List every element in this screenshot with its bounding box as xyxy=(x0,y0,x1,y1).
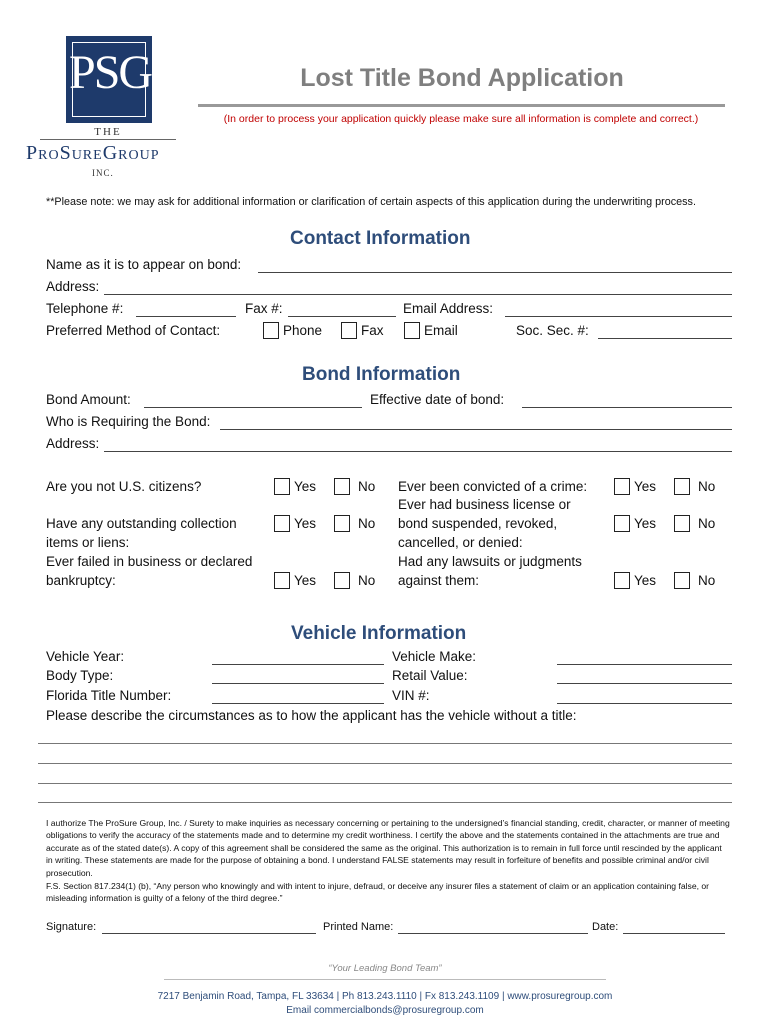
fax-field[interactable] xyxy=(288,316,396,317)
title-rule xyxy=(198,104,725,107)
body-type-field[interactable] xyxy=(212,683,384,684)
license-no-label: No xyxy=(698,516,716,531)
collection-no-label: No xyxy=(358,516,376,531)
describe-line-1[interactable] xyxy=(38,743,732,744)
vehicle-year-field[interactable] xyxy=(212,664,384,665)
q-lawsuits-label-1: Had any lawsuits or judgments xyxy=(398,554,582,569)
q-bankruptcy-label-1: Ever failed in business or declared xyxy=(46,554,253,569)
bond-address-label: Address: xyxy=(46,436,100,451)
describe-line-4[interactable] xyxy=(38,802,732,803)
q-crime-label: Ever been convicted of a crime: xyxy=(398,479,588,494)
vin-label: VIN #: xyxy=(392,688,430,703)
footer-email: Email commercialbonds@prosuregroup.com xyxy=(286,1005,484,1016)
crime-no-label: No xyxy=(698,479,716,494)
bankruptcy-no-checkbox[interactable] xyxy=(334,572,350,589)
ssn-field[interactable] xyxy=(598,338,732,339)
citizens-no-label: No xyxy=(358,479,376,494)
preferred-contact-label: Preferred Method of Contact: xyxy=(46,323,221,338)
q-collection-label-1: Have any outstanding collection xyxy=(46,516,237,531)
name-field[interactable] xyxy=(258,272,732,273)
collection-yes-checkbox[interactable] xyxy=(274,515,290,532)
logo-the: THE xyxy=(94,126,122,138)
logo-company-name: ProSureGroup xyxy=(26,142,160,164)
footer-tagline: “Your Leading Bond Team” xyxy=(328,963,442,974)
citizens-no-checkbox[interactable] xyxy=(334,478,350,495)
lawsuits-yes-checkbox[interactable] xyxy=(614,572,630,589)
collection-no-checkbox[interactable] xyxy=(334,515,350,532)
email-label: Email Address: xyxy=(403,301,494,316)
name-label: Name as it is to appear on bond: xyxy=(46,257,242,272)
footer-address: 7217 Benjamin Road, Tampa, FL 33634 | Ph 813.243.1110 | Fx 813.243.1109 | www.prosuregroup.com xyxy=(157,991,613,1002)
title-number-label: Florida Title Number: xyxy=(46,688,172,703)
collection-yes-label: Yes xyxy=(294,516,317,531)
ssn-label: Soc. Sec. #: xyxy=(516,323,589,338)
header-subtitle: (In order to process your application quickly please make sure all information is complete and correct.) xyxy=(223,113,699,125)
vehicle-year-label: Vehicle Year: xyxy=(46,649,125,664)
logo-letters: PSG xyxy=(69,46,152,99)
lawsuits-no-checkbox[interactable] xyxy=(674,572,690,589)
q-collection-label-2: items or liens: xyxy=(46,535,130,550)
bankruptcy-yes-label: Yes xyxy=(294,573,317,588)
retail-value-label: Retail Value: xyxy=(392,668,468,683)
contact-heading: Contact Information xyxy=(290,228,471,249)
email-field[interactable] xyxy=(505,316,732,317)
describe-line-2[interactable] xyxy=(38,763,732,764)
signature-label: Signature: xyxy=(46,921,97,933)
citizens-yes-checkbox[interactable] xyxy=(274,478,290,495)
license-yes-label: Yes xyxy=(634,516,657,531)
phone-checkbox[interactable] xyxy=(263,322,279,339)
telephone-label: Telephone #: xyxy=(46,301,124,316)
retail-value-field[interactable] xyxy=(557,683,732,684)
crime-yes-checkbox[interactable] xyxy=(614,478,630,495)
vehicle-make-field[interactable] xyxy=(557,664,732,665)
bankruptcy-yes-checkbox[interactable] xyxy=(274,572,290,589)
q-bankruptcy-label-2: bankruptcy: xyxy=(46,573,116,588)
printed-name-field[interactable] xyxy=(398,933,588,934)
citizens-yes-label: Yes xyxy=(294,479,317,494)
lawsuits-no-label: No xyxy=(698,573,716,588)
date-label: Date: xyxy=(592,921,619,933)
q-license-label-2: bond suspended, revoked, xyxy=(398,516,558,531)
effective-date-label: Effective date of bond: xyxy=(370,392,505,407)
fax-checkbox[interactable] xyxy=(341,322,357,339)
license-yes-checkbox[interactable] xyxy=(614,515,630,532)
phone-option-label: Phone xyxy=(283,323,323,338)
q-license-label-3: cancelled, or denied: xyxy=(398,535,523,550)
q-license-label-1: Ever had business license or xyxy=(398,497,571,512)
fax-option-label: Fax xyxy=(361,323,384,338)
date-field[interactable] xyxy=(623,933,725,934)
page-title: Lost Title Bond Application xyxy=(300,64,624,92)
email-option-label: Email xyxy=(424,323,458,338)
title-number-field[interactable] xyxy=(212,703,384,704)
q-lawsuits-label-2: against them: xyxy=(398,573,480,588)
statute-text: F.S. Section 817.234(1) (b), “Any person who knowingly and with intent to injure, defraud, or deceive any insurer files a statement of claim or an application containing false, or misleading information is guilty of a felony of the third degree.” xyxy=(46,881,710,904)
logo-emblem xyxy=(66,36,152,123)
fax-label: Fax #: xyxy=(245,301,283,316)
vehicle-make-label: Vehicle Make: xyxy=(392,649,477,664)
vin-field[interactable] xyxy=(557,703,732,704)
logo-rule xyxy=(40,139,176,140)
lawsuits-yes-label: Yes xyxy=(634,573,657,588)
bankruptcy-no-label: No xyxy=(358,573,376,588)
describe-line-3[interactable] xyxy=(38,783,732,784)
bond-amount-field[interactable] xyxy=(144,407,362,408)
authorization-text: I authorize The ProSure Group, Inc. / Surety to make inquiries as necessary concerning or pertaining to the undersigned’s financial standing, credit, character, or manner of meeting obligations to verify the accuracy of the statements made and to determine my credit worthiness. I certify the above and the statements contained in the attachments are true and accurate as of the stated date(s). A copy of this agreement shall be considered the same as the original. This authorization is to remain in full force until rescinded by the applicant in writing. These statements are made for the purpose of obtaining a bond. I understand FALSE statements may result in forfeiture of benefits and possible criminal and/or civil prosecution. xyxy=(46,818,730,878)
telephone-field[interactable] xyxy=(136,316,236,317)
signature-field[interactable] xyxy=(102,933,316,934)
requiring-field[interactable] xyxy=(220,429,732,430)
vehicle-heading: Vehicle Information xyxy=(291,623,467,644)
license-no-checkbox[interactable] xyxy=(674,515,690,532)
note-text: **Please note: we may ask for additional information or clarification of certain aspects of this application during the underwriting process. xyxy=(46,196,696,208)
bond-address-field[interactable] xyxy=(104,451,732,452)
crime-no-checkbox[interactable] xyxy=(674,478,690,495)
requiring-label: Who is Requiring the Bond: xyxy=(46,414,211,429)
bond-heading: Bond Information xyxy=(302,364,461,385)
address-field[interactable] xyxy=(104,294,732,295)
printed-name-label: Printed Name: xyxy=(323,921,394,933)
bond-amount-label: Bond Amount: xyxy=(46,392,131,407)
describe-label: Please describe the circumstances as to how the applicant has the vehicle without a title: xyxy=(46,708,577,723)
q-citizens-label: Are you not U.S. citizens? xyxy=(46,479,202,494)
footer-rule xyxy=(164,979,606,980)
email-checkbox[interactable] xyxy=(404,322,420,339)
effective-date-field[interactable] xyxy=(522,407,732,408)
logo-inc: INC. xyxy=(92,168,114,178)
address-label: Address: xyxy=(46,279,100,294)
body-type-label: Body Type: xyxy=(46,668,114,683)
crime-yes-label: Yes xyxy=(634,479,657,494)
